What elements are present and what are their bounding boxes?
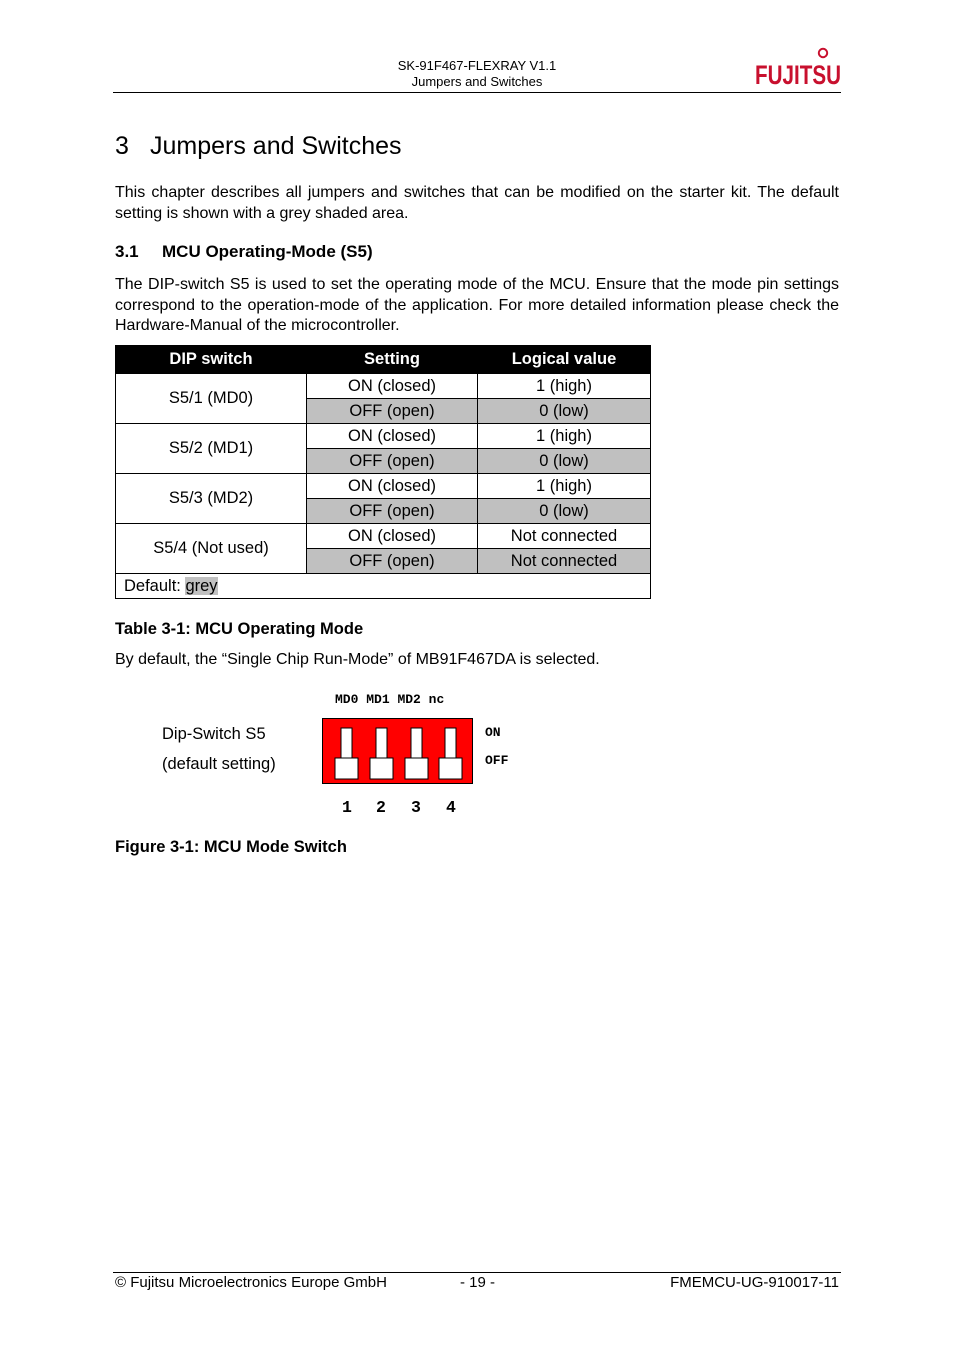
dip-number: 2 [376, 798, 386, 817]
header-doc-title: SK-91F467-FLEXRAY V1.1 [397, 58, 557, 73]
dip-top-label: MD0 [335, 692, 359, 707]
dip-switch-s5 [322, 718, 474, 785]
mcu-mode-table [115, 345, 651, 599]
setting-on: ON (closed) [307, 424, 478, 449]
table-caption: Table 3-1: MCU Operating Mode [115, 620, 364, 638]
fujitsu-logo [754, 46, 844, 92]
table-row [116, 524, 651, 549]
footer-rule [113, 1272, 841, 1273]
section-body: The DIP-switch S5 is used to set the operating mode of the MCU. Ensure that the mode pin settings correspond to the operation-mode of the application. For more detailed information please check the Hardware-Manual of the microcontroller. [115, 276, 839, 334]
dip-label-line1: Dip-Switch S5 [162, 725, 266, 743]
table-row [116, 474, 651, 499]
section-title: MCU Operating-Mode (S5) [162, 242, 373, 261]
dip-top-label: nc [428, 692, 445, 707]
header-rule [113, 92, 841, 93]
default-grey-sample: grey [185, 576, 218, 595]
dip-on-label: ON [485, 725, 501, 740]
table-header-row [116, 346, 651, 374]
header-setting: Setting [307, 346, 478, 374]
setting-on: ON (closed) [307, 374, 478, 399]
dip-off-label: OFF [485, 753, 509, 768]
setting-off: OFF (open) [307, 449, 478, 474]
table-row [116, 374, 651, 399]
switch-name: S5/4 (Not used) [116, 524, 307, 574]
setting-off: OFF (open) [307, 399, 478, 424]
header-dip-switch: DIP switch [116, 346, 307, 374]
value-off: 0 (low) [478, 449, 651, 474]
default-note [116, 574, 651, 599]
table-row [116, 424, 651, 449]
value-on: 1 (high) [478, 424, 651, 449]
footer-page-number: - 19 - [460, 1274, 496, 1291]
chapter-intro: This chapter describes all jumpers and switches that can be modified on the starter kit. The default setting is shown with a grey shaded area. [115, 184, 839, 222]
chapter-title: Jumpers and Switches [150, 132, 402, 160]
value-off: 0 (low) [478, 399, 651, 424]
header-doc-subtitle: Jumpers and Switches [411, 74, 543, 89]
value-on: 1 (high) [478, 374, 651, 399]
dip-top-label: MD1 [366, 692, 390, 707]
setting-off: OFF (open) [307, 499, 478, 524]
default-mode-text: By default, the “Single Chip Run-Mode” of MB91F467DA is selected. [115, 651, 600, 668]
value-on: Not connected [478, 524, 651, 549]
table-default-row [116, 574, 651, 599]
setting-on: ON (closed) [307, 524, 478, 549]
dip-top-labels [335, 692, 465, 707]
switch-name: S5/3 (MD2) [116, 474, 307, 524]
switch-name: S5/2 (MD1) [116, 424, 307, 474]
default-prefix: Default: [124, 576, 186, 595]
chapter-heading [115, 132, 402, 161]
section-number: 3.1 [115, 242, 139, 261]
dip-top-label: MD2 [397, 692, 421, 707]
setting-on: ON (closed) [307, 474, 478, 499]
dip-number: 3 [411, 798, 421, 817]
switch-name: S5/1 (MD0) [116, 374, 307, 424]
dip-number: 4 [446, 798, 456, 817]
value-on: 1 (high) [478, 474, 651, 499]
footer-copyright: © Fujitsu Microelectronics Europe GmbH [115, 1274, 387, 1291]
value-off: 0 (low) [478, 499, 651, 524]
section-heading [115, 242, 373, 262]
logo-text: FUJITSU [755, 60, 841, 90]
value-off: Not connected [478, 549, 651, 574]
dip-label-line2: (default setting) [162, 755, 276, 773]
figure-caption: Figure 3-1: MCU Mode Switch [115, 838, 347, 856]
dip-number: 1 [342, 798, 352, 817]
header-logical-value: Logical value [478, 346, 651, 374]
footer-doc-id: FMEMCU-UG-910017-11 [670, 1274, 839, 1291]
setting-off: OFF (open) [307, 549, 478, 574]
chapter-number: 3 [115, 132, 129, 160]
